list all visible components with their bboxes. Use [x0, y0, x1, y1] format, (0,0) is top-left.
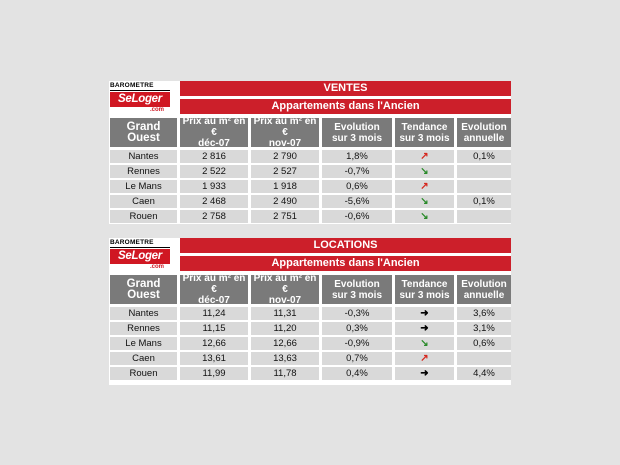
- header-prix-nov-text: [251, 116, 319, 149]
- cell-city: Rouen: [110, 367, 177, 380]
- cell-tendance: [395, 195, 454, 208]
- cell-prix-nov: 11,20: [251, 322, 319, 335]
- ventes-subtitle: Appartements dans l'Ancien: [180, 99, 511, 114]
- header-prix-dec-line: déc-07: [198, 138, 230, 149]
- header-tendance-text: [399, 279, 449, 301]
- cell-evolution: 0,6%: [322, 180, 392, 193]
- cell-evolution-annuelle: [457, 180, 511, 193]
- cell-evolution: -5,6%: [322, 195, 392, 208]
- header-region: [110, 118, 177, 147]
- trend-flat-arrow-icon: ➜: [420, 368, 429, 379]
- header-tendance: [395, 275, 454, 304]
- header-prix-dec-line: Prix au m² en €: [182, 273, 246, 295]
- locations-title: LOCATIONS: [180, 238, 511, 253]
- trend-up-arrow-icon: ↗: [420, 353, 429, 364]
- header-region-line: Grand Ouest: [126, 277, 161, 301]
- cell-evolution-annuelle: 0,6%: [457, 337, 511, 350]
- header-evolution-annuelle-text: [461, 279, 507, 301]
- header-region: [110, 275, 177, 304]
- logo-barometre-text: BAROMETRE: [110, 239, 170, 248]
- logo-brand-text: SeLoger: [110, 92, 170, 107]
- cell-city: Nantes: [110, 307, 177, 320]
- cell-tendance: [395, 150, 454, 163]
- seloger-logo: [110, 239, 170, 272]
- cell-evolution-annuelle: [457, 210, 511, 223]
- cell-tendance: [395, 165, 454, 178]
- locations-subtitle: Appartements dans l'Ancien: [180, 256, 511, 271]
- cell-prix-nov: 13,63: [251, 352, 319, 365]
- logo-barometre-text: BAROMETRE: [110, 82, 170, 91]
- trend-up-arrow-icon: ↗: [420, 151, 429, 162]
- cell-prix-nov: 11,78: [251, 367, 319, 380]
- header-region-line: Grand Ouest: [126, 120, 161, 144]
- cell-evolution: 0,4%: [322, 367, 392, 380]
- cell-city: Le Mans: [110, 180, 177, 193]
- logo-domain-text: .com: [149, 264, 164, 270]
- header-evolution-annuelle-line: annuelle: [463, 132, 505, 144]
- cell-tendance: [395, 307, 454, 320]
- cell-prix-dec: 12,66: [180, 337, 248, 350]
- cell-tendance: [395, 337, 454, 350]
- cell-city: Rennes: [110, 322, 177, 335]
- cell-prix-nov: 1 918: [251, 180, 319, 193]
- cell-evolution: -0,3%: [322, 307, 392, 320]
- header-prix-dec-line: déc-07: [198, 295, 230, 306]
- cell-tendance: [395, 352, 454, 365]
- trend-flat-arrow-icon: ➜: [420, 323, 429, 334]
- cell-evolution: 1,8%: [322, 150, 392, 163]
- header-evolution-annuelle-line: annuelle: [463, 289, 505, 301]
- header-prix-dec-text: [180, 273, 248, 306]
- cell-evolution-annuelle: [457, 165, 511, 178]
- cell-prix-nov: 2 751: [251, 210, 319, 223]
- cell-city: Rennes: [110, 165, 177, 178]
- header-prix-nov-line: nov-07: [268, 295, 302, 306]
- header-region-text: [110, 122, 177, 144]
- header-prix-dec: [180, 118, 248, 147]
- cell-evolution: -0,9%: [322, 337, 392, 350]
- cell-tendance: [395, 322, 454, 335]
- cell-prix-dec: 1 933: [180, 180, 248, 193]
- trend-flat-arrow-icon: ➜: [420, 308, 429, 319]
- cell-city: Le Mans: [110, 337, 177, 350]
- cell-evolution-annuelle: 0,1%: [457, 150, 511, 163]
- cell-evolution-annuelle: 0,1%: [457, 195, 511, 208]
- header-evolution-annuelle-text: [461, 122, 507, 144]
- trend-up-arrow-icon: ↗: [420, 181, 429, 192]
- header-prix-dec-line: Prix au m² en €: [182, 116, 246, 138]
- cell-evolution-annuelle: 3,1%: [457, 322, 511, 335]
- header-evolution-annuelle: [457, 118, 511, 147]
- locations-panel: [109, 238, 511, 385]
- cell-city: Caen: [110, 352, 177, 365]
- header-evolution-line: Evolution: [334, 278, 380, 290]
- cell-prix-dec: 11,99: [180, 367, 248, 380]
- header-region-text: [110, 279, 177, 301]
- header-tendance-text: [399, 122, 449, 144]
- cell-evolution-annuelle: 4,4%: [457, 367, 511, 380]
- cell-evolution-annuelle: 3,6%: [457, 307, 511, 320]
- trend-down-arrow-icon: ↘: [420, 338, 429, 349]
- ventes-title: VENTES: [180, 81, 511, 96]
- header-prix-nov: [251, 118, 319, 147]
- header-prix-nov-line: nov-07: [268, 138, 302, 149]
- cell-prix-dec: 13,61: [180, 352, 248, 365]
- cell-tendance: [395, 210, 454, 223]
- cell-tendance: [395, 367, 454, 380]
- trend-down-arrow-icon: ↘: [420, 166, 429, 177]
- header-prix-nov-line: Prix au m² en €: [253, 116, 317, 138]
- cell-prix-dec: 11,24: [180, 307, 248, 320]
- cell-evolution: 0,3%: [322, 322, 392, 335]
- cell-prix-dec: 2 816: [180, 150, 248, 163]
- header-evolution: [322, 118, 392, 147]
- header-tendance-line: Tendance: [401, 121, 448, 133]
- ventes-panel: [109, 81, 511, 224]
- trend-down-arrow-icon: ↘: [420, 196, 429, 207]
- cell-evolution: -0,6%: [322, 210, 392, 223]
- trend-down-arrow-icon: ↘: [420, 211, 429, 222]
- header-evolution-text: [332, 122, 382, 144]
- cell-city: Rouen: [110, 210, 177, 223]
- header-tendance-line: sur 3 mois: [399, 132, 450, 144]
- header-evolution-text: [332, 279, 382, 301]
- cell-prix-dec: 2 468: [180, 195, 248, 208]
- header-evolution-annuelle-line: Evolution: [461, 278, 507, 290]
- header-prix-dec: [180, 275, 248, 304]
- header-evolution-annuelle-line: Evolution: [461, 121, 507, 133]
- cell-city: Caen: [110, 195, 177, 208]
- header-prix-nov-text: [251, 273, 319, 306]
- cell-prix-dec: 11,15: [180, 322, 248, 335]
- header-evolution-annuelle: [457, 275, 511, 304]
- header-prix-nov-line: Prix au m² en €: [253, 273, 317, 295]
- header-evolution-line: sur 3 mois: [331, 132, 383, 144]
- cell-prix-nov: 12,66: [251, 337, 319, 350]
- cell-prix-nov: 2 490: [251, 195, 319, 208]
- cell-evolution-annuelle: [457, 352, 511, 365]
- cell-city: Nantes: [110, 150, 177, 163]
- header-tendance-line: Tendance: [401, 278, 448, 290]
- cell-prix-nov: 2 790: [251, 150, 319, 163]
- cell-prix-dec: 2 758: [180, 210, 248, 223]
- cell-prix-nov: 2 527: [251, 165, 319, 178]
- header-evolution-line: Evolution: [334, 121, 380, 133]
- seloger-logo: [110, 82, 170, 115]
- header-evolution: [322, 275, 392, 304]
- cell-tendance: [395, 180, 454, 193]
- cell-prix-dec: 2 522: [180, 165, 248, 178]
- header-tendance: [395, 118, 454, 147]
- header-prix-dec-text: [180, 116, 248, 149]
- cell-evolution: -0,7%: [322, 165, 392, 178]
- header-evolution-line: sur 3 mois: [331, 289, 383, 301]
- logo-domain-text: .com: [149, 107, 164, 113]
- header-tendance-line: sur 3 mois: [399, 289, 450, 301]
- cell-prix-nov: 11,31: [251, 307, 319, 320]
- logo-brand-text: SeLoger: [110, 249, 170, 264]
- header-prix-nov: [251, 275, 319, 304]
- cell-evolution: 0,7%: [322, 352, 392, 365]
